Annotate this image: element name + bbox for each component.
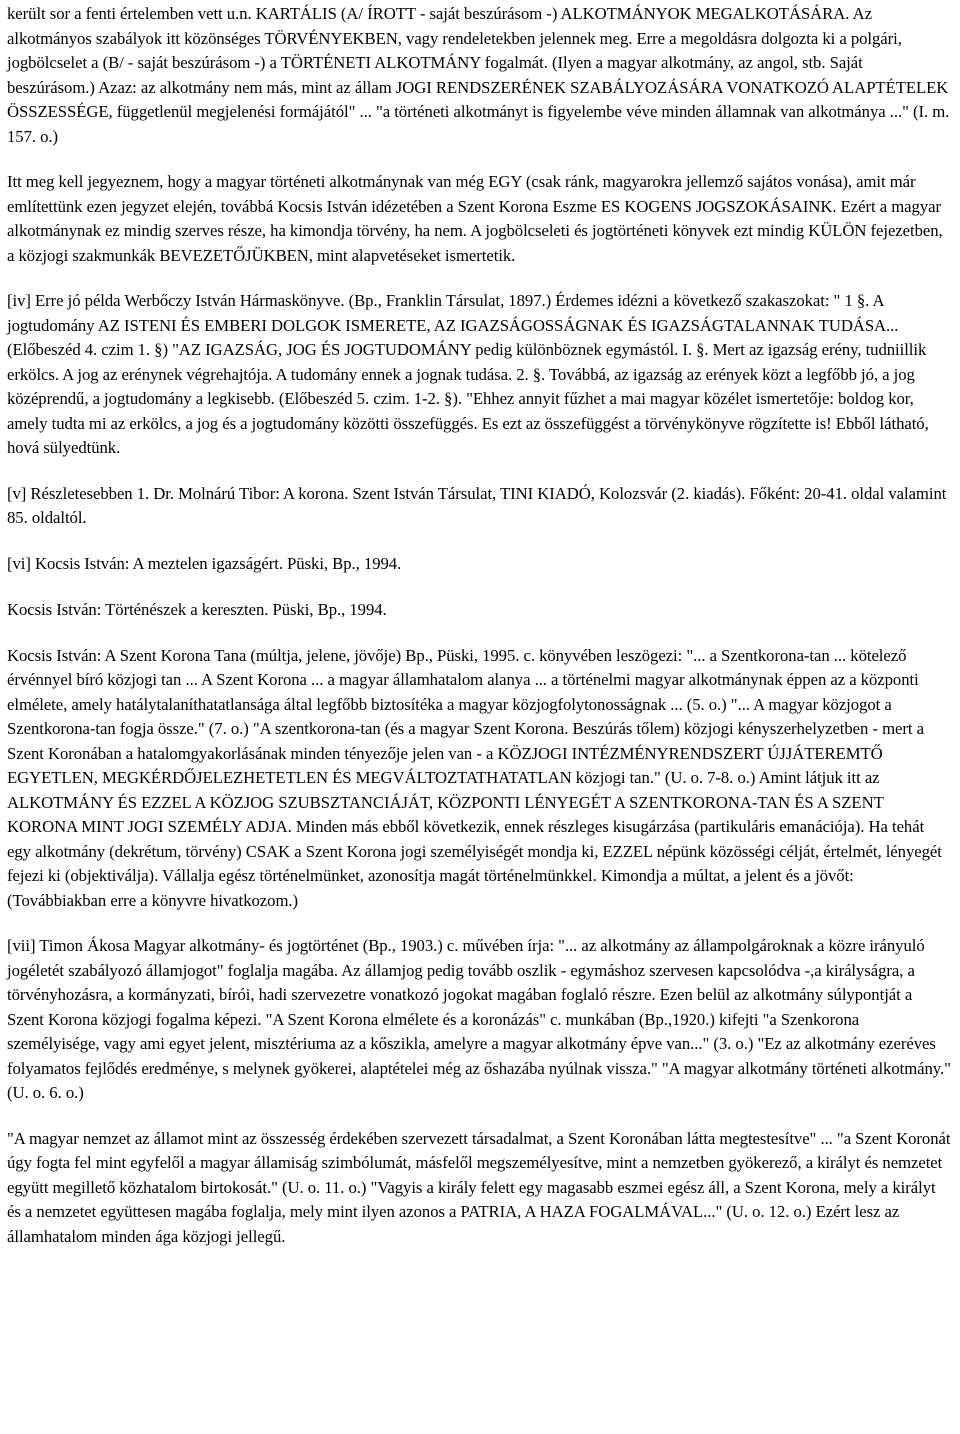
- footnote-vii: [vii] Timon Ákosa Magyar alkotmány- és jogtörténet (Bp., 1903.) c. művében írja: "... az alkotmány az állampolgároknak a közre irányuló jogéletét szabályozó államjogot" foglalja magába. Az államjog pedig tovább oszlik - egymáshoz szervesen kapcsolódva -,a királyságra, a törvényhozásra, a kormányzati, bírói, hadi szervezetre vonatkozó jogokat magában foglaló részre. Ezen belül az alkotmány súlypontját a Szent Korona közjogi fogalma képezi. "A Szent Korona elmélete és a koronázás" c. munkában (Bp.,1920.) kifejti "a Szenkorona személyisége, vagy ami egyet jelent, misztériuma az a kőszikla, amelyre a magyar alkotmány épve van..." (3. o.) "Ez az alkotmány ezeréves folyamatos fejlődés eredménye, s melynek gyökerei, alaptételei még az őshazába nyúlnak vissza." "A magyar alkotmány történeti alkotmány." (U. o. 6. o.): [7, 936, 951, 1102]
- paragraph-kartalis-alkotmany: került sor a fenti értelemben vett u.n. KARTÁLIS (A/ ÍROTT - saját beszúrásom -) ALKOTMÁNYOK MEGALKOTÁSÁRA. Az alkotmányos szabályok itt közönséges TÖRVÉNYEKBEN, vagy rendeletekben jelennek meg. Erre a megoldásra dolgozta ki a polgári, jogbölcselet a (B/ - saját beszúrásom -) a TÖRTÉNETI ALKOTMÁNY fogalmát. (Ilyen a magyar alkotmány, az angol, stb. Saját beszúrásom.) Azaz: az alkotmány nem más, mint az állam JOGI RENDSZERÉNEK SZABÁLYOZÁSÁRA VONATKOZÓ ALAPTÉTELEK ÖSSZESSÉGE, függetlenül megjelenési formájától" ... "a történeti alkotmányt is figyelembe véve minden államnak van alkotmánya ..." (I. m. 157. o.): [7, 4, 950, 146]
- reference-szent-korona-tana: Kocsis István: A Szent Korona Tana (múltja, jelene, jövője) Bp., Püski, 1995. c. könyvében leszögezi: "... a Szentkorona-tan ... kötelező érvénnyel bíró közjogi tan ... A Szent Korona ... a magyar államhatalom alanya ... a történelmi magyar alkotmánynak éppen az a központi elmélete, amely hatálytalaníthatatlansága által legfőbb biztosítéka a magyar közjogfolytonosságnak ... (5. o.) "... A magyar közjogot a Szentkorona-tan fogja össze." (7. o.) "A szentkorona-tan (és a magyar Szent Korona. Beszúrás tőlem) közjogi kényszerhelyzetben - mert a Szent Koronában a hatalomgyakorlásának minden tényezője jelen van - a KÖZJOGI INTÉZMÉNYRENDSZERT ÚJJÁTEREMTŐ EGYETLEN, MEGKÉRDŐJELEZHETETLEN ÉS MEGVÁLTOZTATHATATLAN közjogi tan." (U. o. 7-8. o.) Amint látjuk itt az ALKOTMÁNY ÉS EZZEL A KÖZJOG SZUBSZTANCIÁJÁT, KÖZPONTI LÉNYEGÉT A SZENTKORONA-TAN ÉS A SZENT KORONA MINT JOGI SZEMÉLY ADJA. Minden más ebből következik, ennek részleges kisugárzása (partikuláris emanációja). Ha tehát egy alkotmány (dekrétum, törvény) CSAK a Szent Korona jogi személyiségét mondja ki, EZZEL népünk közösségi célját, értelmét, lényegét fejezi ki (objektiválja). Vállalja egész történelmünket, azonosítja magát történelmünkkel. Kimondja a múltat, a jelent és a jövőt: (Továbbiakban erre a könyvre hivatkozom.): [7, 645, 942, 910]
- footnote-v: [v] Részletesebben 1. Dr. Molnárú Tibor: A korona. Szent István Társulat, TINI KIADÓ, Kolozsvár (2. kiadás). Főként: 20-41. oldal valamint 85. oldaltól.: [7, 483, 947, 527]
- paragraph-spacer: [7, 576, 952, 598]
- footnote-iv: [iv] Erre jó példa Werbőczy István Hármaskönyve. (Bp., Franklin Társulat, 1897.) Érdemes idézni a következő szakaszokat: " 1 §. A jogtudomány AZ ISTENI ÉS EMBERI DOLGOK ISMERETE, AZ IGAZSÁGOSSÁGNAK ÉS IGAZSÁGTALANNAK TUDÁSA...(Előbeszéd 4. czim 1. §) "AZ IGAZSÁG, JOG ÉS JOGTUDOMÁNY pedig különböznek egymástól. I. §. Mert az igazság erény, tudniillik erkölcs. A jog az erénynek végrehajtója. A tudomány ennek a jognak tudása. 2. §. Továbbá, az igazság az erények közt a legfőbb jó, a jog középrendű, a jogtudomány a legkisebb. (Előbeszéd 5. czim. 1-2. §). "Ehhez annyit fűzhet a mai magyar közélet ismertetője: boldog kor, amely tudta mi az erkölcs, a jog és a jogtudomány közötti összefüggés. Es ezt az összefüggést a törvénykönyve rögzítette is! Ebből látható, hová sülyedtünk.: [7, 291, 929, 457]
- paragraph-spacer: [7, 913, 952, 934]
- reference-tortenszek-a-kereszten: Kocsis István: Történészek a kereszten. Püski, Bp., 1994.: [7, 599, 387, 619]
- paragraph-spacer: [7, 149, 952, 170]
- paragraph-tortenti-alkotmany-vonasa: Itt meg kell jegyeznem, hogy a magyar történeti alkotmánynak van még EGY (csak ránk, magyarokra jellemző sajátos vonása), amit már említettünk ezen jegyzet elején, továbbá Kocsis István idézetében a Szent Korona Eszme ES KOGENS JOGSZOKÁSAINK. Ezért a magyar alkotmánynak ez mindig szerves része, ha kimondja törvény, ha nem. A jogbölcseleti és jogtörténeti könyvek ezt mindig KÜLÖN fejezetben, a közjogi szakmunkák BEVEZETŐJÜKBEN, mint alapvetéseket ismertetik.: [7, 172, 943, 265]
- paragraph-spacer: [7, 531, 952, 552]
- paragraph-spacer: [7, 1106, 952, 1127]
- paragraph-spacer: [7, 268, 952, 289]
- footnote-vi: [vi] Kocsis István: A meztelen igazságért. Püski, Bp., 1994.: [7, 553, 402, 573]
- paragraph-magyar-nemzet-allam: "A magyar nemzet az államot mint az összesség érdekében szervezett társadalmat, a Szent Koronában látta megtestesítve" ... "a Szent Koronát úgy fogta fel mint egyfelől a magyar államiság szimbólumát, másfelől megszemélyesítve, mint a nemzetben gyökerező, a királyt és nemzetet együtt megillető közhatalom birtokosát." (U. o. 11. o.) "Vagyis a király felett egy magasabb eszmei egész áll, a Szent Korona, mely a királyt és a nemzetet együttesen magába foglalja, mely mint ilyen azonos a PATRIA, A HAZA FOGALMÁVAL..." (U. o. 12. o.) Ezért lesz az államhatalom minden ága közjogi jellegű.: [7, 1128, 951, 1246]
- paragraph-spacer: [7, 622, 952, 644]
- paragraph-spacer: [7, 461, 952, 482]
